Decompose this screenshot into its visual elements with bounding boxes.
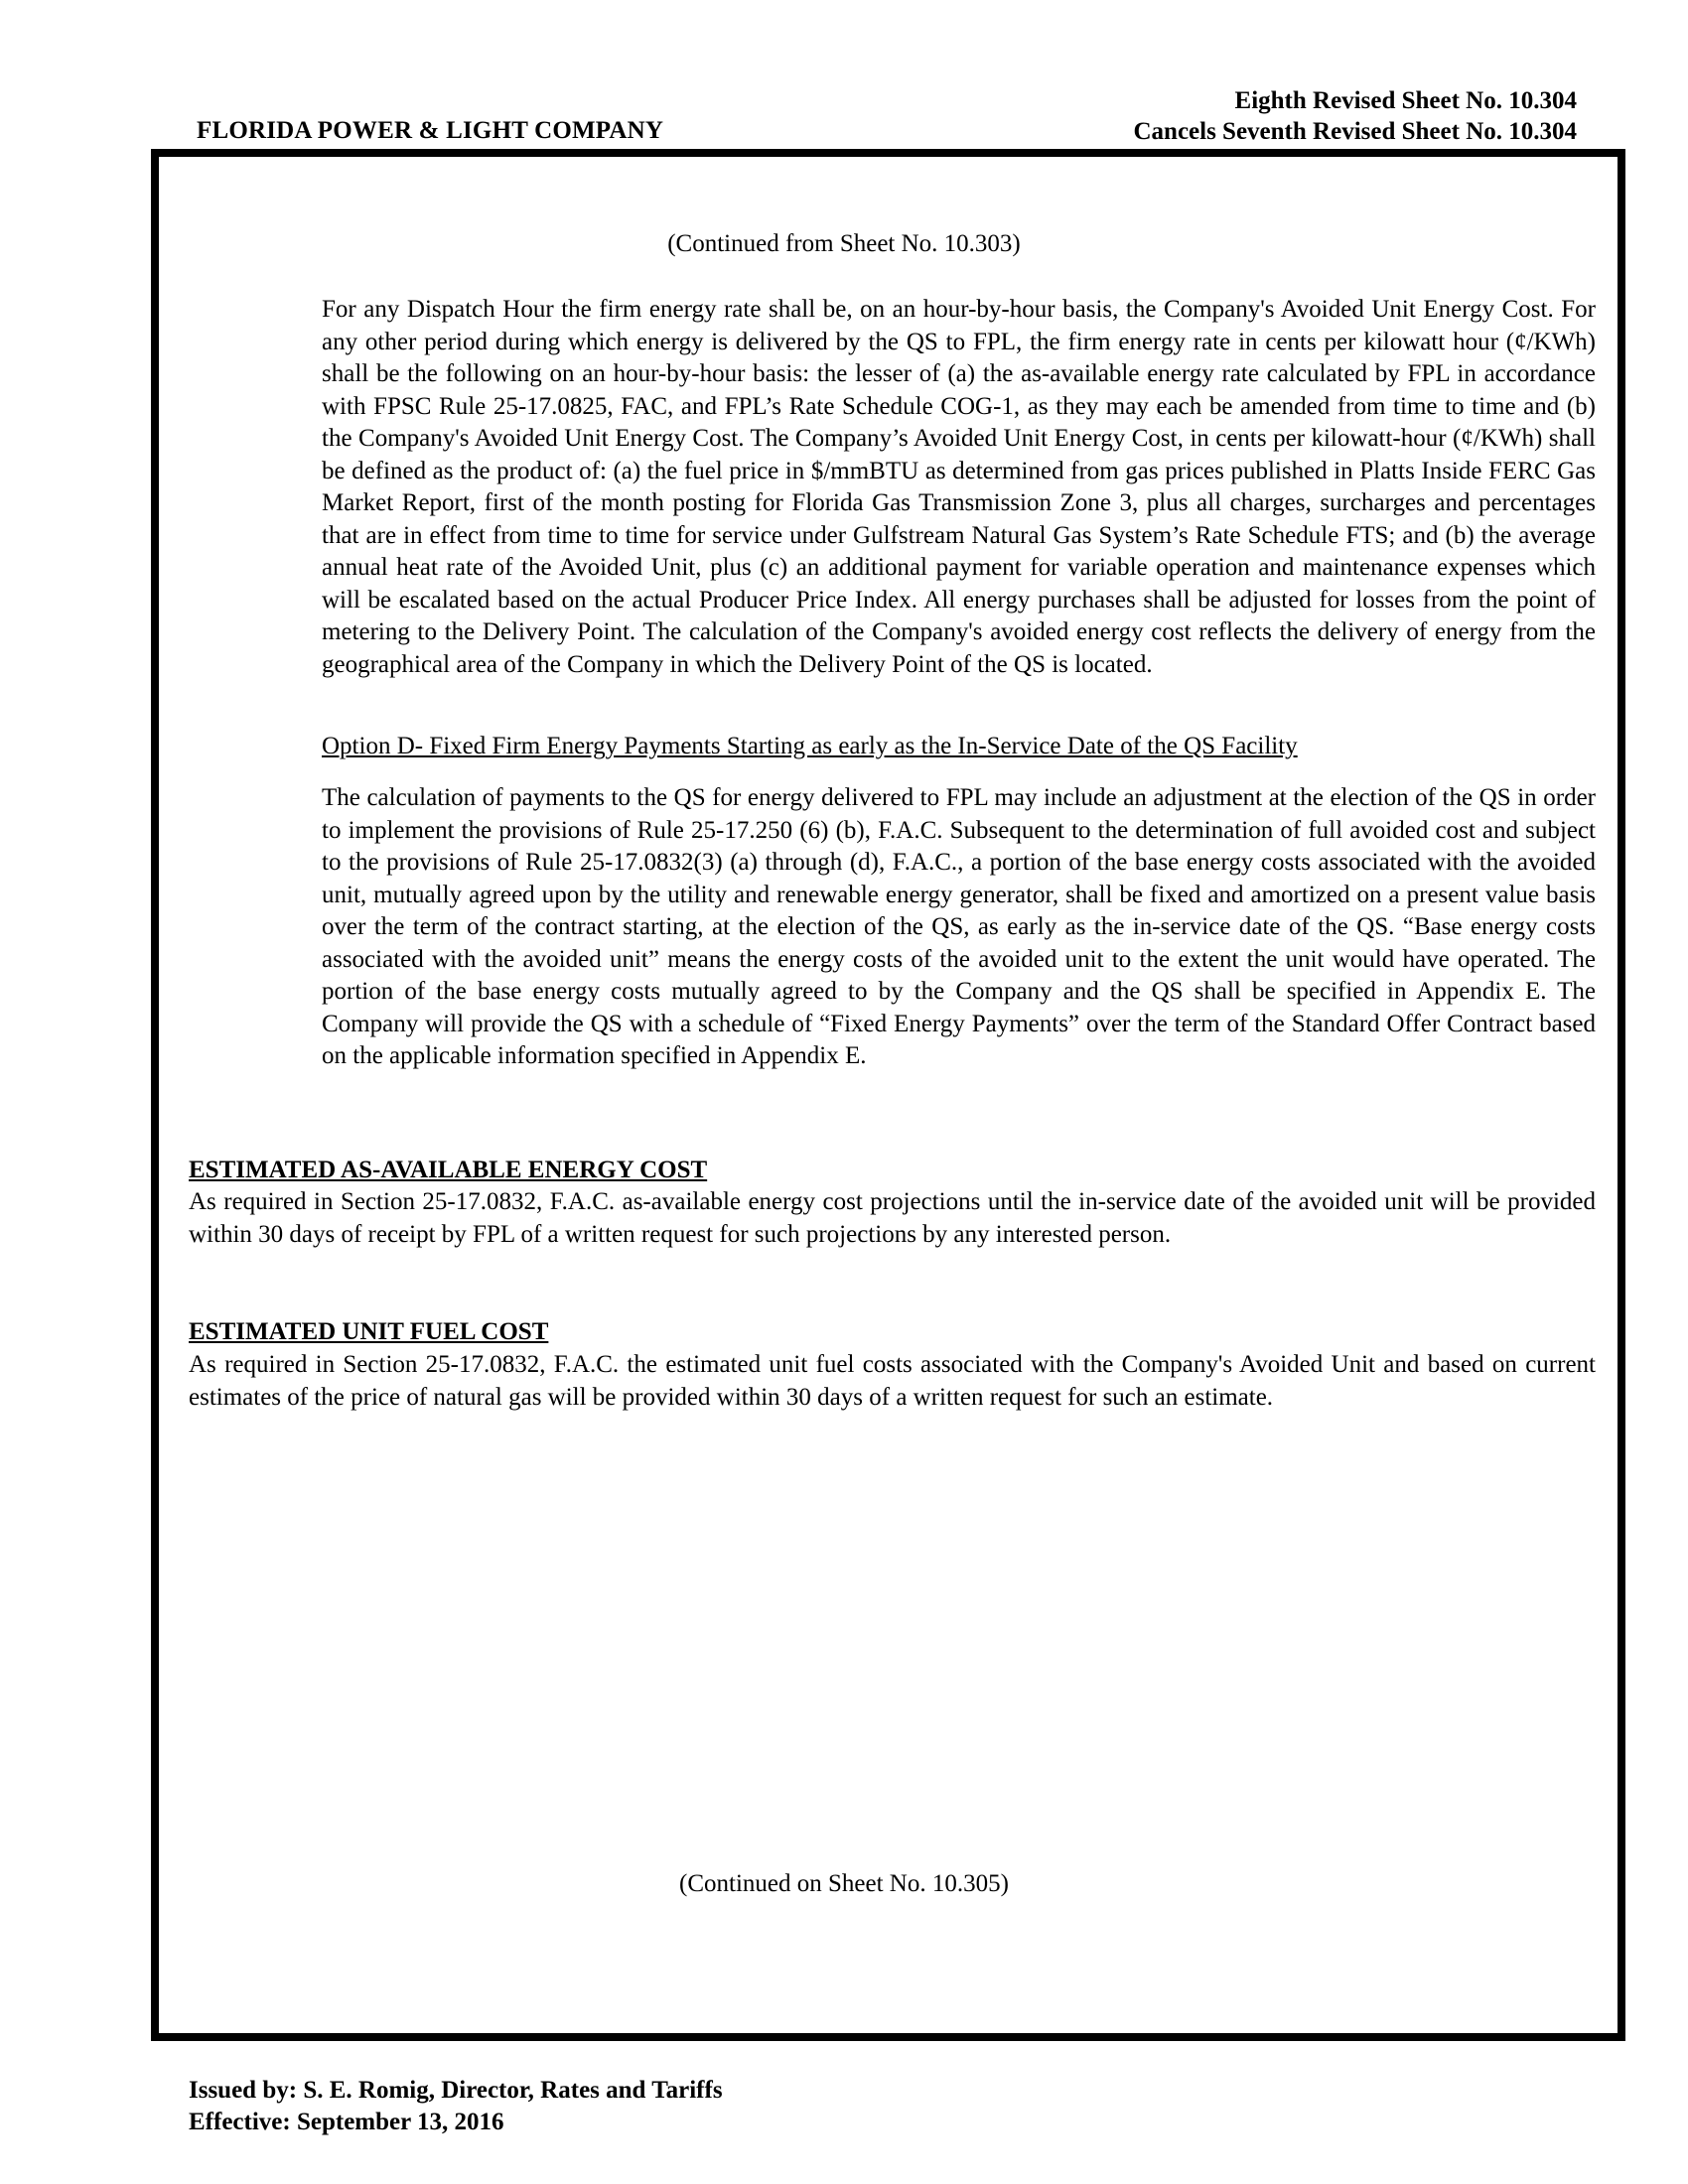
section-text-unit-fuel-cost: As required in Section 25-17.0832, F.A.C. the estimated unit fuel costs associated with the Company's Avoided Unit and based on current estimates of the price of natural gas will be provided within 30 days of a written request for such an estimate. (189, 1351, 1596, 1411)
cancels-sheet: Cancels Seventh Revised Sheet No. 10.304 (1133, 118, 1577, 145)
continued-on-note: (Continued on Sheet No. 10.305) (679, 1870, 1009, 1897)
footer (189, 2075, 723, 2138)
option-d-paragraph: The calculation of payments to the QS for energy delivered to FPL may include an adjustment at the election of the QS in order to implement the provisions of Rule 25-17.250 (6) (b), F.A.C. Subsequent to the determination of full avoided cost and subject to the provisions of Rule 25-17.0832(3) (a) through (d), F.A.C., a portion of the base energy costs associated with the avoided unit, mutually agreed upon by the utility and renewable energy generator, shall be fixed and amortized on a present value basis over the term of the contract starting, at the election of the QS, as early as the in-service date of the QS. “Base energy costs associated with the avoided unit” means the energy costs of the avoided unit to the extent the unit would have operated. The portion of the base energy costs mutually agreed to by the Company and the QS shall be specified in Appendix E. The Company will provide the QS with a schedule of “Fixed Energy Payments” over the term of the Standard Offer Contract based on the applicable information specified in Appendix E. (322, 784, 1596, 1069)
section-heading-as-available-cost: ESTIMATED AS-AVAILABLE ENERGY COST (189, 1157, 708, 1183)
option-d-heading: Option D- Fixed Firm Energy Payments Starting as early as the In-Service Date of the QS Facility (322, 733, 1298, 759)
continued-from-note: (Continued from Sheet No. 10.303) (667, 230, 1021, 257)
sheet-number: Eighth Revised Sheet No. 10.304 (1234, 87, 1577, 114)
section-text-as-available-cost: As required in Section 25-17.0832, F.A.C. as-available energy cost projections until the in-service date of the avoided unit will be provided within 30 days of receipt by FPL of a written request for such projections by any interested person. (189, 1188, 1596, 1248)
effective-date: Effective: September 13, 2016 (189, 2109, 504, 2135)
issued-by: Issued by: S. E. Romig, Director, Rates and Tariffs (189, 2077, 723, 2104)
sheet-info (1133, 85, 1577, 147)
section-heading-unit-fuel-cost: ESTIMATED UNIT FUEL COST (189, 1318, 549, 1345)
firm-energy-rate-paragraph: For any Dispatch Hour the firm energy rate shall be, on an hour-by-hour basis, the Company's Avoided Unit Energy Cost. For any other period during which energy is delivered by the QS to FPL, the firm energy rate in cents per kilowatt hour (¢/KWh) shall be the following on an hour-by-hour basis: the lesser of (a) the as-available energy rate calculated by FPL in accordance with FPSC Rule 25-17.0825, FAC, and FPL’s Rate Schedule COG-1, as they may each be amended from time to time and (b) the Company's Avoided Unit Energy Cost. The Company’s Avoided Unit Energy Cost, in cents per kilowatt-hour (¢/KWh) shall be defined as the product of: (a) the fuel price in $/mmBTU as determined from gas prices published in Platts Inside FERC Gas Market Report, first of the month posting for Florida Gas Transmission Zone 3, plus all charges, surcharges and percentages that are in effect from time to time for service under Gulfstream Natural Gas System’s Rate Schedule FTS; and (b) the average annual heat rate of the Avoided Unit, plus (c) an additional payment for variable operation and maintenance expenses which will be escalated based on the actual Producer Price Index. All energy purchases shall be adjusted for losses from the point of metering to the Delivery Point. The calculation of the Company's avoided energy cost reflects the delivery of energy from the geographical area of the Company in which the Delivery Point of the QS is located. (322, 296, 1596, 678)
company-name: FLORIDA POWER & LIGHT COMPANY (197, 117, 664, 144)
